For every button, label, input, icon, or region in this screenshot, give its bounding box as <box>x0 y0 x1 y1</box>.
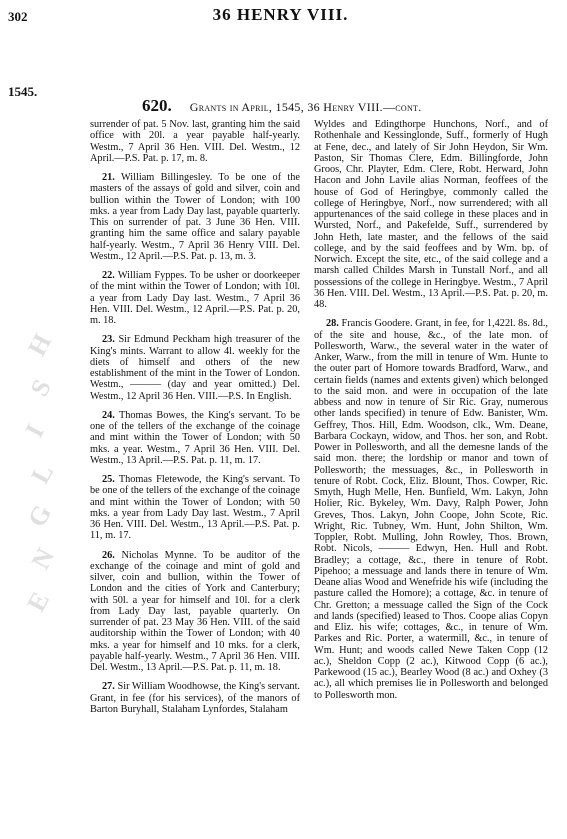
watermark-letter: N <box>25 543 61 575</box>
watermark-letter: E <box>21 587 56 617</box>
paragraph-number: 27. <box>102 681 115 693</box>
watermark-letter: H <box>22 329 58 361</box>
paragraph <box>90 681 300 715</box>
entry-heading <box>142 96 542 116</box>
page-number: 302 <box>8 9 28 24</box>
paragraph-text: William Fyppes. To be usher or doorkeeper of the mint within the Tower of London; with 10l. a year from Lady Day last. Westm., 7 April 36 Hen. VIII. Del. Westm., 12 April.—P.S. Pat. p. 20, m. 18. <box>90 270 301 326</box>
paragraph-number: 24. <box>102 409 115 421</box>
paragraph-text: Wyldes and Edingthorpe Hunchons, Norf., and of Rothenhale and Kessinglonde, Suff., formerly of Hugh at Fene, dec., and lately of Sir John Heydon, Sir Wm. Paston, Sir Thomas Clere, Edm. Billingforde, John Groos, Chr. Playter, Edm. Clere, Robt. Herward, John Hacon and John Lavile alias Norman, feoffees of the house of God of Heringbye, commonly called the college of Heringbye, Norf., now surrendered; with all appurtenances of the said college in these places and in Wursted, Norf., and Pakefelde, Suff., surrendered by John Heth, late master, and the fellows of the said college, and by the said feoffees and by Wm. bp. of Norwich. Except the site, etc., of the said college and a marsh called Childes Marsh in Tunstall Norf., and all possessions of the college in Heringbye. Westm., 7 April 36 Hen. VIII. Del. Westm., 13 April.—P.S. Pat. p. 20, m. 48. <box>314 119 548 310</box>
paragraph-number: 21. <box>102 172 115 183</box>
paragraph <box>90 474 300 542</box>
paragraph <box>90 550 300 674</box>
paragraph <box>90 270 300 326</box>
watermark-letter: G <box>22 500 58 532</box>
entry-number: 620. <box>142 96 172 115</box>
paragraph <box>90 172 300 262</box>
paragraph-text: Sir William Woodhowse, the King's servant. Grant, in fee (for his services), of the manors of Barton Buryhall, Stalaham Lynfordes, Stalaham <box>90 681 301 715</box>
paragraph <box>314 318 548 701</box>
paragraph <box>90 334 300 402</box>
paragraph-number: 25. <box>102 474 115 485</box>
right-column <box>314 119 548 701</box>
running-title: 36 HENRY VIII. <box>212 5 349 24</box>
paragraph-text: Thomas Fletewode, the King's servant. To be one of the tellers of the exchange of the coinage and mint within the Tower of London; with 50 mks. a year from Lady Day last. Westm., 7 April 36 Hen. VIII. Del. Westm., 13 April.—P.S. Pat. p. 11, m. 17. <box>90 474 301 542</box>
paragraph <box>90 119 300 164</box>
paragraph-text: Nicholas Mynne. To be auditor of the exchange of the coinage and mint of gold and silver, coin and bullion, within the Tower of London and the cities of York and Canterbury; with 50l. a year for himself and 10l. for a clerk from Lady Day last, payable quarterly. On surrender of pat. 23 May 36 Hen. VIII. of the said auditorship within the Tower of London; with 40 mks. a year for himself and 10 mks. for a clerk, payable half-yearly. Westm., 7 April 36 Hen. VIII. Del. Westm., 13 April.—P.S. Pat. p. 11, m. 18. <box>90 549 300 673</box>
watermark-letter: I <box>19 419 50 442</box>
paragraph <box>314 119 548 310</box>
entry-title: Grants in April, 1545, 36 Henry VIII.—cont. <box>189 100 422 114</box>
paragraph-text: surrender of pat. 5 Nov. last, granting him the said office with 20l. a year payable half-yearly. Westm., 7 April 36 Hen. VIII. Del. Westm., 12 April.—P.S. Pat. p. 17, m. 8. <box>90 119 300 164</box>
paragraph-text: Thomas Bowes, the King's servant. To be one of the tellers of the exchange of the coinage and mint within the Tower of London; with 50 mks. a year. Westm., 7 April 36 Hen. VIII. Del. Westm., 13 April.—P.S. Pat. p. 11, m. 17. <box>90 409 300 466</box>
paragraph-number: 22. <box>102 270 115 281</box>
watermark-letter: S <box>24 374 57 401</box>
year-label: 1545. <box>8 84 38 99</box>
paragraph-text: Sir Edmund Peckham high treasurer of the King's mints. Warrant to allow 4l. weekly for the diets of himself and others of the new establishment of the mint in the Tower of London. Westm., ——— (day and year omitted.) Del. Westm., 12 April 36 Hen. VIII.—P.S. In English. <box>90 334 301 402</box>
watermark-letter: L <box>25 458 60 488</box>
paragraph-number: 28. <box>326 318 339 330</box>
left-column <box>90 119 300 715</box>
paragraph-text: Francis Goodere. Grant, in fee, for 1,422l. 8s. 8d., of the site and house, &c., of the late mon. of Pollesworth, Warw., the several water in the water of Anker, Warw., from the mill in tenure of Wm. Hunte to the outer part of Homore towards Bradford, Warw., and certain fields (names and extents given) which belonged to the said mon. and were in occupation of the late abbess and now in tenure of Sir Ric. Gray, numerous other lands specified) in tenure of Edw. Banister, Wm. Geffrey, Thos. Hill, Edm. Woodson, clk., Wm. Deane, Barbara Cockayn, widow, and Thos. her son, and Robt. Power in Pollesworth, and all the demesne lands of the said mon. there; the lordship or manor and town of Pollesworth; the messuages, &c., in Pollesworth in tenure of Robt. Cock, Eliz. Blount, Thos. Cowper, Ric. Smyth, Hugh Melle, Hen. Bunfield, Wm. Lakyn, John Holier, Ric. Bykeley, Wm. Davy, Ralph Power, John Greves, Thos. Lakyn, John Coope, John Scote, Ric. Wright, Ric. Tubney, Wm. Hunt, John Shilton, Wm. Toppler, Robt. Mulling, John Rowley, Thos. Brown, Robt. Nicols, ——— Edwyn, Hen. Hull and Robt. Bradley; a cottage, &c., there in tenure of Robt. Pipehoo; a messuage and lands there in tenure of Wm. Deane alias Wood and Wenefride his wife (including the pasture called the Homore); a cottage, &c. in tenure of Chr. Gretton; a messuage called the Sign of the Cock and lands (specified) leased to Thos. Coope alias Copyn and Eliz. his wife; cottages, &c., in tenure of Wm. Parkes and Ric. Porter, a watermill, &c., in tenure of Wm. Hunt; and woods called Newe Taken Copp (12 ac.), Sheldon Copp (2 ac.), Kitwood Copp (6 ac.), Parkewood (15 ac.), Bearley Wood (8 ac.) and Oxhey (3 ac.), all which premises lie in Pollesworth and belonged to Pollesworth mon. <box>314 318 549 701</box>
paragraph-number: 26. <box>102 549 115 561</box>
paragraph-number: 23. <box>102 334 115 346</box>
watermark-stamp <box>8 330 74 630</box>
paragraph-text: William Billingesley. To be one of the masters of the assays of gold and silver, coin and bullion within the Tower of London; with 100 mks. a year from Lady Day last, payable quarterly. This on surrender of pat. 3 June 36 Hen. VIII. granting him the same office and salary payable half-yearly. Westm., 7 April 36 Henry VIII. Del. Westm., 12 April.—P.S. Pat. p. 13, m. 3. <box>90 172 300 262</box>
running-header <box>8 5 553 29</box>
paragraph <box>90 410 300 466</box>
